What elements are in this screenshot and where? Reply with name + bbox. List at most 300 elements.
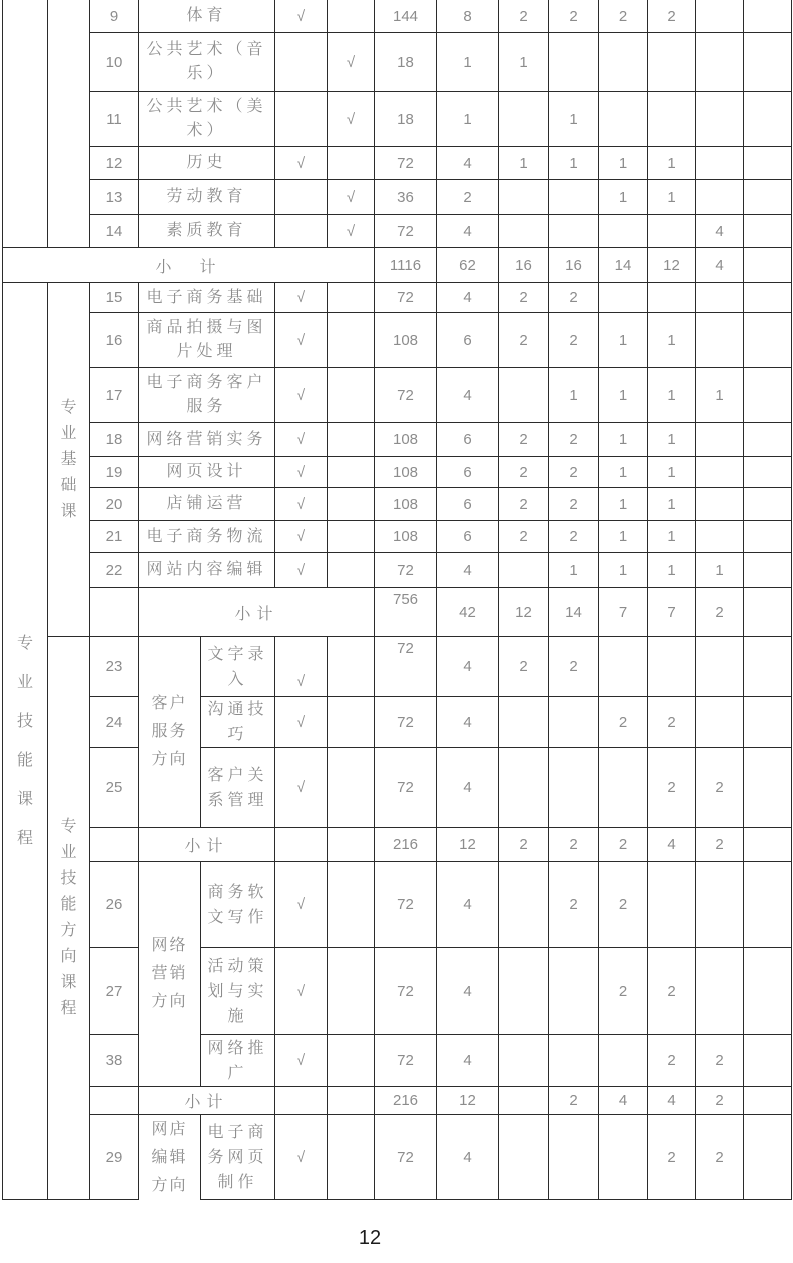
course-num-cell: 25	[90, 748, 139, 828]
assess-check-cell: √	[328, 92, 375, 147]
credits-cell: 12	[437, 1087, 499, 1115]
sem3-cell	[599, 215, 648, 248]
sem1-cell	[499, 862, 549, 948]
course-num-cell: 19	[90, 457, 139, 488]
course-num-cell: 13	[90, 180, 139, 215]
hours-cell: 72	[375, 553, 437, 588]
sem2-cell: 2	[549, 521, 599, 553]
hours-cell: 216	[375, 828, 437, 862]
subtotal-label-cell: 小计	[139, 1087, 275, 1115]
credits-cell: 4	[437, 1035, 499, 1087]
hours-cell: 36	[375, 180, 437, 215]
exam-check-cell: √	[275, 1115, 328, 1200]
exam-check-cell	[275, 180, 328, 215]
sem4-cell: 7	[648, 588, 696, 637]
credits-cell: 12	[437, 828, 499, 862]
sem2-cell	[549, 948, 599, 1035]
credits-cell: 6	[437, 457, 499, 488]
course-num-cell: 15	[90, 283, 139, 313]
sem6-cell	[744, 423, 792, 457]
sem4-cell	[648, 283, 696, 313]
sem2-cell: 1	[549, 147, 599, 180]
sem4-cell	[648, 637, 696, 697]
assess-check-cell	[328, 313, 375, 368]
sem6-cell	[744, 521, 792, 553]
exam-check-cell: √	[275, 147, 328, 180]
credits-cell: 4	[437, 637, 499, 697]
sem6-cell	[744, 637, 792, 697]
course-name-cell: 电子商务网页制作	[201, 1115, 275, 1200]
exam-check-cell: √	[275, 948, 328, 1035]
sem4-cell: 2	[648, 1115, 696, 1200]
hours-cell: 108	[375, 521, 437, 553]
course-name-cell: 网页设计	[139, 457, 275, 488]
sem5-cell	[696, 0, 744, 33]
sem2-cell: 2	[549, 423, 599, 457]
sem3-cell	[599, 637, 648, 697]
exam-check-cell: √	[275, 313, 328, 368]
exam-check-cell: √	[275, 0, 328, 33]
sem3-cell: 14	[599, 248, 648, 283]
sem3-cell: 1	[599, 313, 648, 368]
sem1-cell: 2	[499, 0, 549, 33]
hours-cell: 72	[375, 1115, 437, 1200]
sem5-cell: 1	[696, 553, 744, 588]
sem6-cell	[744, 368, 792, 423]
category-direction-courses-label: 专业技能方向课程	[60, 818, 77, 1017]
sem3-cell: 4	[599, 1087, 648, 1115]
hours-cell: 72	[375, 368, 437, 423]
credits-cell: 1	[437, 33, 499, 92]
sem5-cell	[696, 313, 744, 368]
credits-cell: 4	[437, 368, 499, 423]
category-basic-courses-cell	[48, 283, 90, 637]
assess-check-cell	[328, 1035, 375, 1087]
hours-cell: 72	[375, 1035, 437, 1087]
assess-check-cell	[328, 368, 375, 423]
course-num-cell: 12	[90, 147, 139, 180]
hours-cell: 216	[375, 1087, 437, 1115]
assess-check-cell	[328, 637, 375, 697]
assess-check-cell	[328, 457, 375, 488]
sem4-cell: 1	[648, 457, 696, 488]
sem6-cell	[744, 248, 792, 283]
sem1-cell	[499, 1115, 549, 1200]
empty-cell	[90, 828, 139, 862]
sem3-cell: 2	[599, 948, 648, 1035]
empty-cell	[3, 0, 48, 248]
sem1-cell: 2	[499, 423, 549, 457]
hours-cell: 756	[375, 588, 437, 637]
assess-check-cell	[328, 423, 375, 457]
hours-cell: 72	[375, 862, 437, 948]
assess-check-cell	[328, 0, 375, 33]
sem3-cell: 1	[599, 521, 648, 553]
course-num-cell: 23	[90, 637, 139, 697]
hours-cell: 72	[375, 697, 437, 748]
sem6-cell	[744, 697, 792, 748]
course-num-cell: 38	[90, 1035, 139, 1087]
sem2-cell	[549, 180, 599, 215]
page-number: 12	[358, 1227, 382, 1249]
sem3-cell	[599, 1035, 648, 1087]
course-num-cell: 24	[90, 697, 139, 748]
course-name-cell: 沟通技巧	[201, 697, 275, 748]
empty-cell	[328, 1087, 375, 1115]
sem3-cell	[599, 283, 648, 313]
sem4-cell	[648, 215, 696, 248]
course-name-cell: 活动策划与实施	[201, 948, 275, 1035]
sem2-cell	[549, 1035, 599, 1087]
sem1-cell	[499, 553, 549, 588]
sem6-cell	[744, 862, 792, 948]
sem6-cell	[744, 147, 792, 180]
sem2-cell: 1	[549, 368, 599, 423]
credits-cell: 4	[437, 748, 499, 828]
sem6-cell	[744, 92, 792, 147]
hours-cell: 72	[375, 215, 437, 248]
credits-cell: 4	[437, 1115, 499, 1200]
sem4-cell: 2	[648, 0, 696, 33]
credits-cell: 6	[437, 521, 499, 553]
assess-check-cell	[328, 488, 375, 521]
sem6-cell	[744, 0, 792, 33]
course-name-cell: 电子商务客户服务	[139, 368, 275, 423]
assess-check-cell	[328, 748, 375, 828]
hours-cell: 72	[375, 147, 437, 180]
exam-check-cell: √	[275, 423, 328, 457]
sem1-cell: 2	[499, 457, 549, 488]
sem3-cell: 7	[599, 588, 648, 637]
credits-cell: 4	[437, 553, 499, 588]
sem5-cell	[696, 33, 744, 92]
sem4-cell: 4	[648, 1087, 696, 1115]
category-direction-courses-cell	[48, 637, 90, 1200]
sem4-cell: 1	[648, 488, 696, 521]
exam-check-cell: √	[275, 748, 328, 828]
exam-check-cell: √	[275, 553, 328, 588]
assess-check-cell: √	[328, 180, 375, 215]
exam-check-cell: √	[275, 521, 328, 553]
course-name-cell: 历史	[139, 147, 275, 180]
sem4-cell: 1	[648, 147, 696, 180]
sem1-cell: 12	[499, 588, 549, 637]
direction-cell: 客户服务方向	[139, 637, 201, 828]
exam-check-cell: √	[275, 637, 328, 697]
course-num-cell: 17	[90, 368, 139, 423]
credits-cell: 4	[437, 215, 499, 248]
sem5-cell	[696, 697, 744, 748]
sem1-cell: 2	[499, 283, 549, 313]
empty-cell	[90, 588, 139, 637]
course-num-cell: 18	[90, 423, 139, 457]
sem4-cell: 2	[648, 1035, 696, 1087]
course-num-cell: 21	[90, 521, 139, 553]
exam-check-cell: √	[275, 457, 328, 488]
course-name-cell: 网站内容编辑	[139, 553, 275, 588]
credits-cell: 1	[437, 92, 499, 147]
sem1-cell: 2	[499, 521, 549, 553]
subtotal-label-cell: 小计	[139, 588, 375, 637]
sem3-cell: 1	[599, 147, 648, 180]
credits-cell: 2	[437, 180, 499, 215]
sem6-cell	[744, 215, 792, 248]
sem2-cell: 16	[549, 248, 599, 283]
credits-cell: 4	[437, 948, 499, 1035]
exam-check-cell: √	[275, 368, 328, 423]
exam-check-cell: √	[275, 283, 328, 313]
sem3-cell: 1	[599, 488, 648, 521]
sem1-cell	[499, 748, 549, 828]
sem2-cell: 14	[549, 588, 599, 637]
category-skill-courses-cell	[3, 283, 48, 1200]
sem2-cell	[549, 33, 599, 92]
assess-check-cell	[328, 521, 375, 553]
sem3-cell: 1	[599, 180, 648, 215]
empty-cell	[90, 1087, 139, 1115]
exam-check-cell: √	[275, 862, 328, 948]
sem5-cell: 2	[696, 1035, 744, 1087]
credits-cell: 4	[437, 283, 499, 313]
empty-cell	[48, 0, 90, 248]
credits-cell: 4	[437, 147, 499, 180]
course-name-cell: 公共艺术（美术）	[139, 92, 275, 147]
sem4-cell: 1	[648, 313, 696, 368]
exam-check-cell: √	[275, 697, 328, 748]
sem1-cell: 2	[499, 488, 549, 521]
sem6-cell	[744, 33, 792, 92]
sem2-cell	[549, 1115, 599, 1200]
sem2-cell: 2	[549, 637, 599, 697]
sem1-cell	[499, 215, 549, 248]
sem4-cell: 2	[648, 748, 696, 828]
sem5-cell	[696, 283, 744, 313]
sem6-cell	[744, 283, 792, 313]
sem4-cell: 1	[648, 368, 696, 423]
course-num-cell: 22	[90, 553, 139, 588]
sem5-cell	[696, 423, 744, 457]
sem6-cell	[744, 457, 792, 488]
exam-check-cell: √	[275, 488, 328, 521]
sem1-cell	[499, 180, 549, 215]
assess-check-cell: √	[328, 33, 375, 92]
course-name-cell: 商品拍摄与图片处理	[139, 313, 275, 368]
sem6-cell	[744, 313, 792, 368]
sem3-cell: 2	[599, 697, 648, 748]
course-num-cell: 26	[90, 862, 139, 948]
sem3-cell	[599, 92, 648, 147]
sem5-cell	[696, 521, 744, 553]
sem2-cell: 2	[549, 283, 599, 313]
exam-check-cell	[275, 33, 328, 92]
sem6-cell	[744, 588, 792, 637]
course-name-cell: 网络营销实务	[139, 423, 275, 457]
sem6-cell	[744, 1115, 792, 1200]
direction-cell: 网络营销方向	[139, 862, 201, 1087]
sem5-cell	[696, 637, 744, 697]
course-name-cell: 客户关系管理	[201, 748, 275, 828]
exam-check-cell: √	[275, 1035, 328, 1087]
exam-check-cell	[275, 215, 328, 248]
hours-cell: 108	[375, 423, 437, 457]
sem4-cell: 4	[648, 828, 696, 862]
course-name-cell: 公共艺术（音乐）	[139, 33, 275, 92]
course-name-cell: 素质教育	[139, 215, 275, 248]
sem3-cell	[599, 1115, 648, 1200]
sem3-cell: 2	[599, 0, 648, 33]
empty-cell	[275, 1087, 328, 1115]
sem6-cell	[744, 553, 792, 588]
sem5-cell: 2	[696, 828, 744, 862]
course-name-cell: 劳动教育	[139, 180, 275, 215]
sem5-cell: 4	[696, 248, 744, 283]
course-name-cell: 电子商务基础	[139, 283, 275, 313]
course-num-cell: 10	[90, 33, 139, 92]
course-num-cell: 11	[90, 92, 139, 147]
sem5-cell: 2	[696, 1115, 744, 1200]
direction-cell: 网店编辑方向	[139, 1115, 201, 1200]
sem1-cell	[499, 1087, 549, 1115]
hours-cell: 108	[375, 457, 437, 488]
assess-check-cell	[328, 147, 375, 180]
sem3-cell	[599, 33, 648, 92]
sem5-cell	[696, 457, 744, 488]
sem3-cell	[599, 748, 648, 828]
sem4-cell: 1	[648, 553, 696, 588]
sem5-cell	[696, 948, 744, 1035]
sem5-cell	[696, 147, 744, 180]
sem2-cell: 2	[549, 862, 599, 948]
course-name-cell: 商务软文写作	[201, 862, 275, 948]
assess-check-cell	[328, 283, 375, 313]
sem5-cell: 2	[696, 1087, 744, 1115]
sem3-cell: 1	[599, 368, 648, 423]
sem5-cell: 1	[696, 368, 744, 423]
sem1-cell: 2	[499, 828, 549, 862]
sem5-cell	[696, 488, 744, 521]
course-num-cell: 29	[90, 1115, 139, 1200]
credits-cell: 4	[437, 697, 499, 748]
sem2-cell	[549, 748, 599, 828]
sem1-cell: 2	[499, 637, 549, 697]
sem4-cell: 1	[648, 521, 696, 553]
hours-cell: 72	[375, 283, 437, 313]
sem5-cell	[696, 92, 744, 147]
subtotal-label-cell: 小计	[139, 828, 275, 862]
course-num-cell: 9	[90, 0, 139, 33]
sem6-cell	[744, 828, 792, 862]
sem6-cell	[744, 948, 792, 1035]
hours-cell: 1116	[375, 248, 437, 283]
credits-cell: 6	[437, 488, 499, 521]
sem1-cell: 1	[499, 33, 549, 92]
course-num-cell: 16	[90, 313, 139, 368]
sem1-cell: 16	[499, 248, 549, 283]
credits-cell: 62	[437, 248, 499, 283]
hours-cell: 18	[375, 92, 437, 147]
sem2-cell	[549, 215, 599, 248]
sem2-cell: 2	[549, 828, 599, 862]
course-num-cell: 20	[90, 488, 139, 521]
credits-cell: 42	[437, 588, 499, 637]
assess-check-cell	[328, 553, 375, 588]
sem6-cell	[744, 180, 792, 215]
hours-cell: 18	[375, 33, 437, 92]
hours-cell: 144	[375, 0, 437, 33]
sem1-cell	[499, 368, 549, 423]
empty-cell	[275, 828, 328, 862]
sem3-cell: 2	[599, 862, 648, 948]
sem5-cell	[696, 180, 744, 215]
sem4-cell	[648, 33, 696, 92]
hours-cell: 72	[375, 948, 437, 1035]
sem2-cell: 1	[549, 553, 599, 588]
sem5-cell	[696, 862, 744, 948]
sem6-cell	[744, 1035, 792, 1087]
assess-check-cell	[328, 697, 375, 748]
hours-cell: 72	[375, 637, 437, 697]
sem2-cell: 2	[549, 488, 599, 521]
assess-check-cell: √	[328, 215, 375, 248]
category-basic-courses-label: 专业基础课	[60, 398, 77, 520]
sem4-cell	[648, 92, 696, 147]
curriculum-table	[2, 0, 792, 1200]
course-name-cell: 电子商务物流	[139, 521, 275, 553]
sem4-cell	[648, 862, 696, 948]
sem6-cell	[744, 748, 792, 828]
course-name-cell: 文字录入	[201, 637, 275, 697]
category-skill-courses-label: 专业技能课程	[16, 635, 33, 847]
sem4-cell: 1	[648, 180, 696, 215]
sem2-cell	[549, 697, 599, 748]
assess-check-cell	[328, 1115, 375, 1200]
credits-cell: 8	[437, 0, 499, 33]
course-num-cell: 14	[90, 215, 139, 248]
sem5-cell: 2	[696, 748, 744, 828]
hours-cell: 72	[375, 748, 437, 828]
subtotal-label-cell: 小 计	[3, 248, 375, 283]
sem4-cell: 1	[648, 423, 696, 457]
exam-check-cell	[275, 92, 328, 147]
sem2-cell: 2	[549, 313, 599, 368]
sem4-cell: 2	[648, 948, 696, 1035]
empty-cell	[328, 828, 375, 862]
hours-cell: 108	[375, 313, 437, 368]
sem6-cell	[744, 1087, 792, 1115]
credits-cell: 4	[437, 862, 499, 948]
sem2-cell: 2	[549, 0, 599, 33]
sem1-cell	[499, 1035, 549, 1087]
sem1-cell: 2	[499, 313, 549, 368]
sem1-cell: 1	[499, 147, 549, 180]
credits-cell: 6	[437, 423, 499, 457]
hours-cell: 108	[375, 488, 437, 521]
sem3-cell: 2	[599, 828, 648, 862]
sem5-cell: 2	[696, 588, 744, 637]
sem6-cell	[744, 488, 792, 521]
assess-check-cell	[328, 862, 375, 948]
sem4-cell: 2	[648, 697, 696, 748]
sem1-cell	[499, 697, 549, 748]
sem1-cell	[499, 92, 549, 147]
sem2-cell: 2	[549, 1087, 599, 1115]
sem2-cell: 2	[549, 457, 599, 488]
course-num-cell: 27	[90, 948, 139, 1035]
sem3-cell: 1	[599, 553, 648, 588]
assess-check-cell	[328, 948, 375, 1035]
sem1-cell	[499, 948, 549, 1035]
sem3-cell: 1	[599, 457, 648, 488]
